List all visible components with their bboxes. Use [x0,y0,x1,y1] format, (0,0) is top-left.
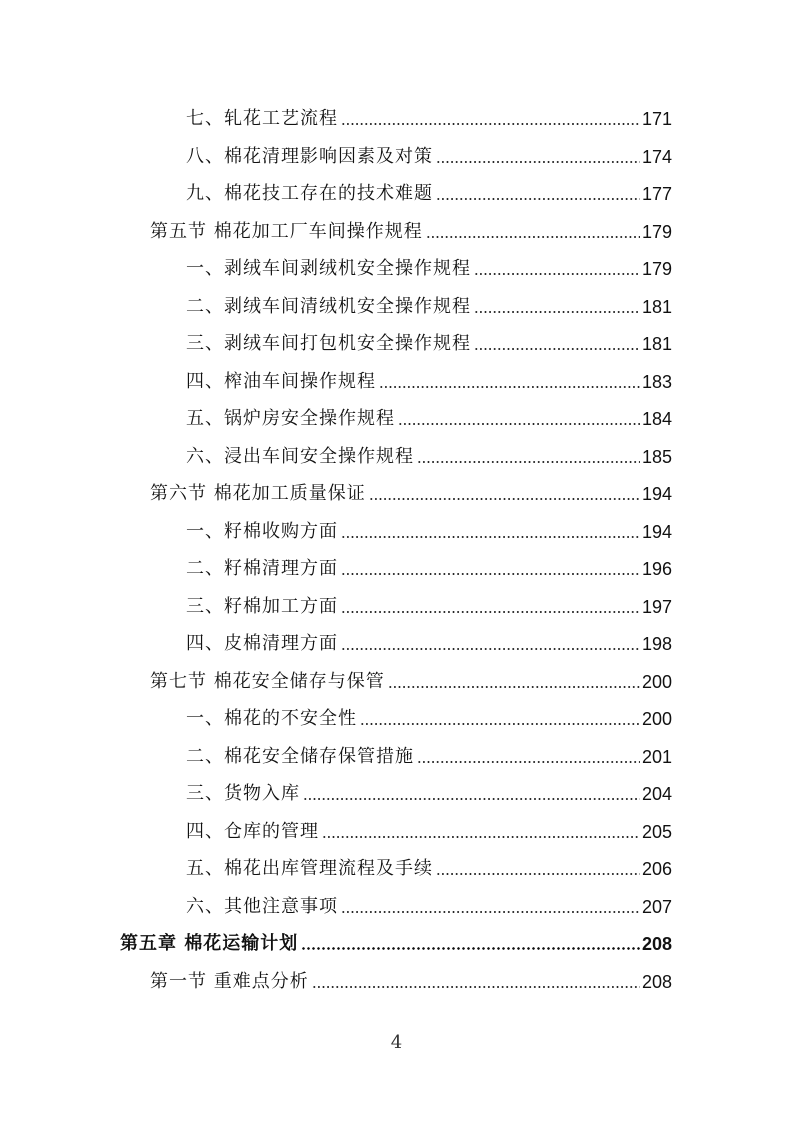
dot-leader [436,161,640,163]
toc-entry-title: 五、锅炉房安全操作规程 [186,408,395,429]
page-number: 4 [390,1032,403,1053]
toc-entry-page: 194 [641,484,672,504]
toc-section-entry[interactable] [150,663,672,693]
toc-entry[interactable] [186,513,672,543]
dot-leader [360,723,640,725]
dot-leader [312,986,640,988]
dot-leader [436,873,640,875]
toc-entry-page: 196 [641,559,672,579]
toc-entry-page: 201 [641,746,672,767]
toc-entry-title: 三、籽棉加工方面 [186,595,338,617]
toc-entry-title: 六、浸出车间安全操作规程 [186,445,414,467]
dot-leader [341,123,640,125]
toc-entry[interactable] [186,813,672,843]
toc-entry[interactable] [186,625,672,655]
toc-entry-page: 181 [641,334,672,354]
toc-entry-title: 三、剥绒车间打包机安全操作规程 [186,333,471,354]
toc-entry-page: 205 [641,821,672,842]
dot-leader [341,573,640,575]
dot-leader [398,423,640,425]
toc-entry[interactable] [186,438,672,468]
dot-leader [341,648,640,650]
toc-entry-page: 174 [641,146,672,167]
dot-leader [436,198,640,200]
toc-section-entry[interactable] [150,475,672,505]
toc-entry-title: 一、棉花的不安全性 [186,708,357,729]
dot-leader [379,386,640,388]
toc-entry[interactable] [186,700,672,730]
toc-entry[interactable] [186,888,672,918]
toc-entry-page: 197 [641,596,672,617]
dot-leader [301,947,640,950]
dot-leader [303,798,640,800]
toc-entry-page: 200 [641,709,672,729]
toc-entry-page: 177 [641,184,672,204]
dot-leader [341,911,640,913]
toc-entry[interactable] [186,550,672,580]
toc-entry[interactable] [186,325,672,355]
toc-entry-page: 183 [641,371,672,392]
dot-leader [417,461,640,463]
toc-entry[interactable] [186,288,672,318]
toc-section-entry[interactable] [150,213,672,243]
toc-entry[interactable] [186,738,672,768]
toc-entry-title: 四、皮棉清理方面 [186,633,338,654]
toc-entry[interactable] [186,100,672,130]
toc-entry-title: 第一节 重难点分析 [150,970,309,992]
toc-entry-title: 六、其他注意事项 [186,895,338,917]
dot-leader [341,611,640,613]
toc-entry-page: 194 [641,521,672,542]
toc-entry[interactable] [186,175,672,205]
toc-entry-title: 四、仓库的管理 [186,820,319,842]
toc-entry-title: 二、棉花安全储存保管措施 [186,745,414,767]
toc-entry-page: 206 [641,859,672,879]
toc-entry-title: 三、货物入库 [186,783,300,804]
toc-entry-page: 208 [641,971,672,992]
toc-entry-title: 一、剥绒车间剥绒机安全操作规程 [186,258,471,279]
dot-leader [388,686,640,688]
toc-entry-page: 198 [641,634,672,654]
dot-leader [417,761,640,763]
toc-section-entry[interactable] [150,963,672,993]
toc-entry[interactable] [186,850,672,880]
dot-leader [474,348,640,350]
dot-leader [426,236,640,238]
toc-entry-page: 208 [641,934,672,954]
dot-leader [322,836,640,838]
toc-entry[interactable] [186,363,672,393]
dot-leader [369,498,640,500]
toc-entry[interactable] [186,775,672,805]
toc-entry-page: 179 [641,259,672,279]
toc-entry[interactable] [186,138,672,168]
toc-entry-page: 207 [641,896,672,917]
toc-entry-title: 第五章 棉花运输计划 [120,933,299,954]
toc-entry-page: 200 [641,671,672,692]
toc-entry[interactable] [186,250,672,280]
toc-entry-title: 二、籽棉清理方面 [186,558,338,579]
toc-entry-page: 184 [641,409,672,429]
toc-entry-title: 四、榨油车间操作规程 [186,370,376,392]
toc-entry-page: 179 [641,221,672,242]
toc-entry-title: 二、剥绒车间清绒机安全操作规程 [186,295,471,317]
toc-entry-title: 五、棉花出库管理流程及手续 [186,858,433,879]
toc-chapter-entry[interactable] [120,925,672,955]
toc-entry-page: 181 [641,296,672,317]
toc-entry-title: 七、轧花工艺流程 [186,108,338,129]
toc-entry-title: 八、棉花清理影响因素及对策 [186,145,433,167]
toc-entry-title: 第五节 棉花加工厂车间操作规程 [150,220,423,242]
toc-entry[interactable] [186,400,672,430]
toc-entry-page: 185 [641,446,672,467]
toc-entry-title: 第七节 棉花安全储存与保管 [150,670,385,692]
dot-leader [341,536,640,538]
toc-entry-title: 第六节 棉花加工质量保证 [150,483,366,504]
toc-entry-page: 171 [641,109,672,129]
toc-entry-page: 204 [641,784,672,804]
dot-leader [474,273,640,275]
toc-entry-title: 一、籽棉收购方面 [186,520,338,542]
toc-entry-title: 九、棉花技工存在的技术难题 [186,183,433,204]
toc-entry[interactable] [186,588,672,618]
dot-leader [474,311,640,313]
